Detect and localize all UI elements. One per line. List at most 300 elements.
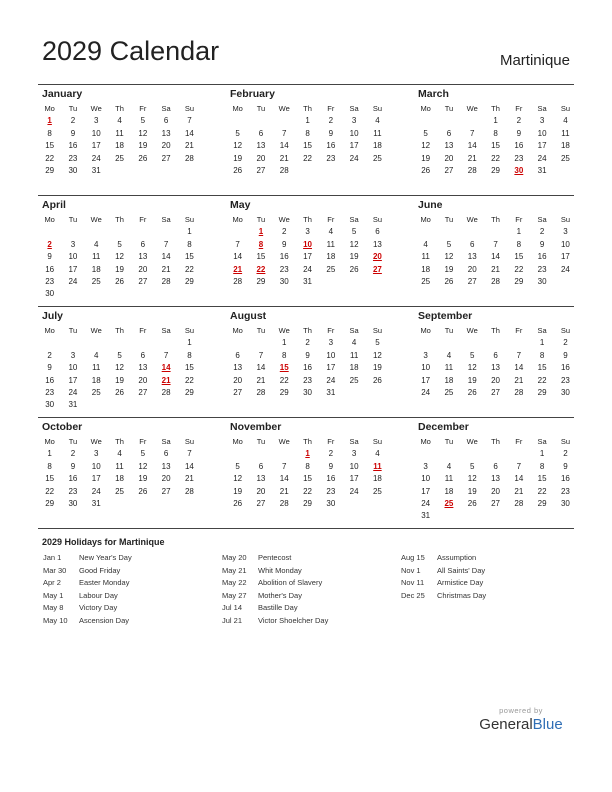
month-name: January	[42, 88, 83, 100]
weekday-label: Su	[560, 326, 571, 335]
holiday-day-cell: 25	[444, 498, 454, 508]
holiday-name: Bastille Day	[258, 603, 298, 613]
day-cell: 13	[491, 363, 500, 373]
day-cell: 29	[279, 387, 289, 397]
empty-cell	[414, 226, 437, 238]
holiday-day-cell: 14	[161, 363, 171, 373]
weekday-label: We	[278, 437, 290, 446]
holiday-name: Easter Monday	[79, 578, 130, 588]
day-cell: 11	[444, 363, 454, 373]
weekday-label: Th	[491, 104, 500, 113]
empty-cell	[226, 226, 249, 238]
day-cell: 9	[47, 363, 52, 373]
day-cell: 7	[493, 239, 498, 249]
weekday-label: Sa	[537, 215, 547, 224]
weekday-label: Fr	[327, 437, 335, 446]
holiday-row	[43, 565, 213, 578]
day-cell: 10	[349, 128, 359, 138]
holiday-row	[401, 590, 571, 603]
day-cell: 6	[375, 227, 380, 237]
holiday-name: Mother's Day	[258, 590, 302, 600]
day-cell: 23	[537, 264, 547, 274]
weekday-label: We	[90, 215, 102, 224]
month-december	[414, 418, 574, 528]
day-cell: 21	[514, 486, 524, 496]
day-cell: 22	[184, 264, 194, 274]
day-cell: 6	[258, 461, 264, 471]
day-cell: 29	[256, 276, 266, 286]
day-cell: 1	[539, 338, 545, 348]
day-cell: 3	[305, 227, 310, 237]
day-cell: 17	[421, 375, 431, 385]
day-cell: 27	[233, 387, 243, 397]
day-cell: 30	[560, 498, 570, 508]
day-cell: 13	[138, 252, 148, 262]
day-cell: 18	[91, 264, 101, 274]
day-cell: 2	[563, 449, 568, 459]
holiday-row	[43, 590, 213, 603]
day-cell: 14	[184, 461, 194, 471]
day-cell: 25	[444, 387, 454, 397]
month-october	[38, 418, 198, 528]
day-cell: 13	[444, 141, 454, 151]
day-cell: 21	[467, 153, 477, 163]
weekday-label: Th	[303, 326, 312, 335]
empty-cell	[249, 448, 272, 460]
holiday-date: Jul 21	[222, 615, 243, 625]
empty-cell	[414, 448, 437, 460]
day-cell: 26	[372, 375, 382, 385]
day-cell: 21	[514, 375, 524, 385]
holiday-date: Nov 11	[401, 578, 425, 588]
empty-cell	[131, 337, 154, 349]
day-cell: 3	[70, 350, 76, 360]
day-cell: 15	[184, 363, 194, 373]
day-cell: 5	[117, 239, 122, 249]
day-cell: 16	[279, 252, 289, 262]
day-cell: 25	[91, 276, 101, 286]
weekday-label: Th	[115, 104, 124, 113]
day-cell: 20	[233, 375, 243, 385]
day-cell: 23	[326, 153, 336, 163]
brand-name-part2: Blue	[532, 716, 563, 733]
weekday-label: Fr	[139, 437, 147, 446]
day-cell: 24	[303, 264, 312, 274]
day-cell: 9	[305, 350, 310, 360]
weekday-label: Mo	[44, 104, 55, 113]
day-cell: 5	[117, 350, 122, 360]
day-cell: 9	[563, 461, 568, 471]
month-row	[38, 417, 574, 529]
holiday-name: Ascension Day	[79, 615, 130, 625]
weekday-label: Fr	[327, 104, 335, 113]
holiday-day-cell: 15	[279, 363, 289, 373]
day-cell: 17	[560, 252, 570, 262]
empty-cell	[226, 448, 249, 460]
holiday-row	[222, 565, 392, 578]
day-cell: 29	[45, 498, 55, 508]
holiday-date: May 22	[222, 578, 247, 588]
day-cell: 24	[91, 486, 101, 496]
day-cell: 17	[303, 252, 312, 262]
day-cell: 19	[115, 264, 124, 274]
weekday-label: Fr	[515, 326, 523, 335]
holiday-row	[43, 615, 213, 628]
day-cell: 25	[349, 375, 359, 385]
day-cell: 7	[187, 116, 192, 126]
weekday-label: Th	[491, 215, 500, 224]
day-cell: 11	[373, 128, 382, 138]
holiday-row	[222, 552, 392, 565]
month-name: March	[418, 88, 449, 100]
day-cell: 21	[279, 153, 289, 163]
holiday-date: Aug 15	[401, 553, 425, 562]
holiday-name: Pentecost	[258, 553, 292, 562]
day-cell: 24	[326, 375, 336, 385]
day-cell: 9	[328, 461, 334, 471]
day-cell: 21	[256, 375, 266, 385]
day-cell: 18	[372, 141, 382, 151]
day-cell: 30	[68, 165, 78, 175]
weekday-label: Th	[115, 326, 124, 335]
day-cell: 4	[117, 449, 122, 459]
day-cell: 8	[516, 239, 522, 249]
day-cell: 2	[47, 350, 52, 360]
day-cell: 22	[537, 486, 547, 496]
holiday-day-cell: 1	[258, 227, 264, 237]
day-cell: 4	[423, 239, 428, 249]
day-grid	[414, 325, 574, 399]
holiday-day-cell: 1	[47, 116, 52, 126]
weekday-label: Sa	[537, 326, 547, 335]
holiday-row	[222, 577, 392, 590]
day-cell: 23	[45, 387, 55, 397]
day-cell: 27	[491, 387, 500, 397]
weekday-label: Mo	[44, 215, 55, 224]
day-cell: 9	[516, 128, 522, 138]
holiday-date: Mar 30	[43, 565, 67, 575]
holiday-day-cell: 10	[303, 239, 312, 249]
month-may	[226, 196, 386, 306]
powered-by-text: powered by	[499, 706, 543, 715]
day-cell: 15	[303, 474, 312, 484]
day-cell: 17	[91, 474, 101, 484]
empty-cell	[507, 448, 530, 460]
day-cell: 2	[70, 116, 76, 126]
day-cell: 28	[279, 498, 289, 508]
weekday-label: Sa	[349, 326, 359, 335]
day-cell: 17	[421, 486, 431, 496]
weekday-label: We	[90, 104, 102, 113]
day-cell: 14	[514, 363, 524, 373]
day-cell: 4	[563, 116, 568, 126]
day-cell: 26	[115, 387, 124, 397]
empty-cell	[461, 115, 484, 127]
day-cell: 8	[539, 461, 545, 471]
weekday-label: Fr	[139, 104, 147, 113]
day-grid	[226, 436, 386, 510]
day-cell: 30	[326, 498, 336, 508]
empty-cell	[507, 337, 530, 349]
day-cell: 16	[326, 474, 336, 484]
day-cell: 30	[303, 387, 312, 397]
day-cell: 28	[514, 498, 524, 508]
holiday-date: May 27	[222, 590, 247, 600]
day-cell: 15	[45, 474, 55, 484]
day-cell: 27	[256, 498, 266, 508]
day-cell: 16	[45, 264, 55, 274]
weekday-label: Tu	[256, 437, 266, 446]
day-cell: 2	[516, 116, 522, 126]
day-cell: 8	[539, 350, 545, 360]
holiday-day-cell: 11	[373, 461, 382, 471]
day-cell: 7	[235, 239, 240, 249]
day-cell: 12	[421, 141, 431, 151]
day-cell: 13	[161, 461, 171, 471]
day-cell: 23	[279, 264, 289, 274]
holiday-row	[222, 602, 392, 615]
day-cell: 1	[187, 227, 192, 237]
day-cell: 8	[47, 461, 52, 471]
day-cell: 6	[163, 449, 169, 459]
weekday-label: Th	[115, 437, 124, 446]
day-cell: 7	[258, 350, 264, 360]
day-cell: 7	[163, 350, 169, 360]
empty-cell	[437, 115, 460, 127]
day-cell: 28	[184, 153, 194, 163]
holiday-date: Apr 2	[43, 578, 61, 588]
day-cell: 2	[282, 227, 287, 237]
day-cell: 10	[421, 474, 431, 484]
empty-cell	[154, 337, 177, 349]
empty-cell	[61, 226, 84, 238]
day-cell: 3	[70, 239, 76, 249]
day-cell: 20	[138, 264, 148, 274]
weekday-label: Fr	[139, 215, 147, 224]
holiday-name: Victory Day	[79, 603, 118, 613]
day-cell: 19	[372, 363, 382, 373]
day-cell: 1	[493, 116, 498, 126]
day-cell: 29	[303, 498, 312, 508]
day-cell: 26	[138, 153, 148, 163]
empty-cell	[461, 448, 484, 460]
day-cell: 19	[115, 375, 124, 385]
day-cell: 19	[421, 153, 431, 163]
day-cell: 11	[92, 252, 101, 262]
month-name: September	[418, 310, 473, 322]
day-cell: 3	[423, 350, 428, 360]
weekday-label: Su	[372, 215, 383, 224]
weekday-label: Tu	[444, 326, 454, 335]
day-cell: 2	[539, 227, 545, 237]
country-name: Martinique	[499, 52, 570, 69]
weekday-label: Su	[372, 437, 383, 446]
day-cell: 8	[493, 128, 498, 138]
weekday-label: Sa	[161, 104, 171, 113]
weekday-label: Tu	[256, 104, 266, 113]
day-cell: 16	[326, 141, 336, 151]
day-cell: 18	[115, 141, 124, 151]
day-cell: 26	[115, 276, 124, 286]
empty-cell	[85, 226, 108, 238]
day-cell: 16	[560, 474, 570, 484]
weekday-label: Su	[372, 104, 383, 113]
day-cell: 4	[117, 116, 122, 126]
day-cell: 28	[514, 387, 524, 397]
weekday-label: Tu	[444, 437, 454, 446]
empty-cell	[131, 226, 154, 238]
day-cell: 29	[537, 387, 547, 397]
day-cell: 26	[138, 486, 148, 496]
day-cell: 1	[282, 338, 287, 348]
day-cell: 10	[68, 252, 78, 262]
weekday-label: We	[466, 215, 478, 224]
day-cell: 27	[467, 276, 477, 286]
day-cell: 3	[328, 338, 334, 348]
weekday-label: Th	[491, 437, 500, 446]
month-june	[414, 196, 574, 306]
weekday-label: Mo	[420, 104, 431, 113]
day-cell: 29	[184, 276, 194, 286]
holiday-date: May 10	[43, 615, 68, 625]
holiday-day-cell: 8	[258, 239, 264, 249]
weekday-label: Mo	[420, 437, 431, 446]
day-cell: 1	[516, 227, 522, 237]
holiday-date: Dec 25	[401, 590, 425, 600]
day-cell: 19	[467, 486, 477, 496]
day-cell: 14	[491, 252, 500, 262]
day-cell: 23	[514, 153, 524, 163]
weekday-label: We	[466, 326, 478, 335]
weekday-label: Sa	[161, 437, 171, 446]
month-name: October	[42, 421, 83, 433]
day-cell: 31	[91, 498, 101, 508]
day-cell: 30	[560, 387, 570, 397]
weekday-label: Mo	[44, 437, 55, 446]
day-cell: 5	[235, 461, 240, 471]
day-cell: 27	[491, 498, 500, 508]
day-cell: 31	[303, 276, 312, 286]
holiday-date: May 8	[43, 603, 64, 613]
weekday-label: Mo	[232, 437, 243, 446]
weekday-label: Tu	[444, 104, 454, 113]
day-cell: 12	[138, 128, 148, 138]
day-cell: 4	[94, 239, 99, 249]
day-cell: 14	[256, 363, 266, 373]
day-cell: 22	[184, 375, 194, 385]
day-cell: 13	[138, 363, 148, 373]
day-cell: 12	[372, 350, 382, 360]
day-cell: 12	[467, 363, 477, 373]
empty-cell	[484, 448, 507, 460]
month-february	[226, 85, 386, 195]
day-cell: 21	[184, 474, 194, 484]
holiday-name: Labour Day	[79, 590, 118, 600]
empty-cell	[108, 337, 131, 349]
day-cell: 8	[187, 350, 192, 360]
month-september	[414, 307, 574, 417]
day-cell: 12	[138, 461, 148, 471]
day-cell: 12	[115, 363, 124, 373]
day-cell: 23	[326, 486, 336, 496]
day-cell: 26	[467, 387, 477, 397]
holiday-row	[43, 602, 213, 615]
day-cell: 11	[326, 239, 335, 249]
day-cell: 6	[470, 239, 475, 249]
day-cell: 7	[516, 350, 522, 360]
day-cell: 26	[444, 276, 454, 286]
holiday-day-cell: 20	[372, 252, 382, 262]
empty-cell	[85, 337, 108, 349]
empty-cell	[437, 226, 460, 238]
day-cell: 17	[68, 375, 78, 385]
day-cell: 16	[537, 252, 547, 262]
holiday-row	[401, 577, 571, 590]
day-cell: 27	[138, 387, 148, 397]
month-name: July	[42, 310, 64, 322]
month-name: August	[230, 310, 267, 322]
weekday-label: Sa	[537, 104, 547, 113]
day-cell: 23	[68, 486, 78, 496]
day-cell: 23	[560, 486, 570, 496]
day-cell: 29	[45, 165, 55, 175]
day-cell: 26	[233, 498, 243, 508]
empty-cell	[249, 115, 272, 127]
weekday-label: Th	[303, 104, 312, 113]
day-cell: 17	[537, 141, 547, 151]
weekday-label: Sa	[349, 437, 359, 446]
day-cell: 4	[94, 350, 99, 360]
month-name: February	[230, 88, 275, 100]
day-cell: 29	[514, 276, 524, 286]
day-cell: 5	[423, 128, 428, 138]
day-cell: 18	[326, 252, 336, 262]
day-cell: 6	[140, 350, 146, 360]
day-cell: 20	[161, 141, 171, 151]
day-cell: 19	[444, 264, 454, 274]
day-cell: 22	[45, 486, 55, 496]
weekday-label: We	[90, 437, 102, 446]
empty-cell	[226, 115, 249, 127]
weekday-label: We	[466, 437, 478, 446]
day-cell: 18	[444, 375, 454, 385]
day-cell: 27	[161, 486, 171, 496]
empty-cell	[154, 226, 177, 238]
day-cell: 22	[491, 153, 500, 163]
weekday-label: Mo	[420, 215, 431, 224]
empty-cell	[437, 337, 460, 349]
day-cell: 20	[444, 153, 454, 163]
day-cell: 12	[467, 474, 477, 484]
holiday-row	[43, 552, 213, 565]
day-cell: 7	[282, 461, 287, 471]
day-cell: 14	[279, 141, 289, 151]
day-cell: 14	[467, 141, 477, 151]
day-cell: 9	[282, 239, 287, 249]
day-cell: 24	[421, 498, 431, 508]
day-cell: 28	[491, 276, 500, 286]
day-cell: 23	[68, 153, 78, 163]
weekday-label: Tu	[68, 215, 78, 224]
day-cell: 12	[233, 141, 243, 151]
holiday-day-cell: 21	[161, 375, 171, 385]
holiday-date: Jul 14	[222, 603, 243, 613]
weekday-label: We	[278, 215, 290, 224]
weekday-label: We	[466, 104, 478, 113]
day-cell: 15	[514, 252, 524, 262]
day-cell: 2	[70, 449, 76, 459]
day-cell: 28	[161, 387, 171, 397]
